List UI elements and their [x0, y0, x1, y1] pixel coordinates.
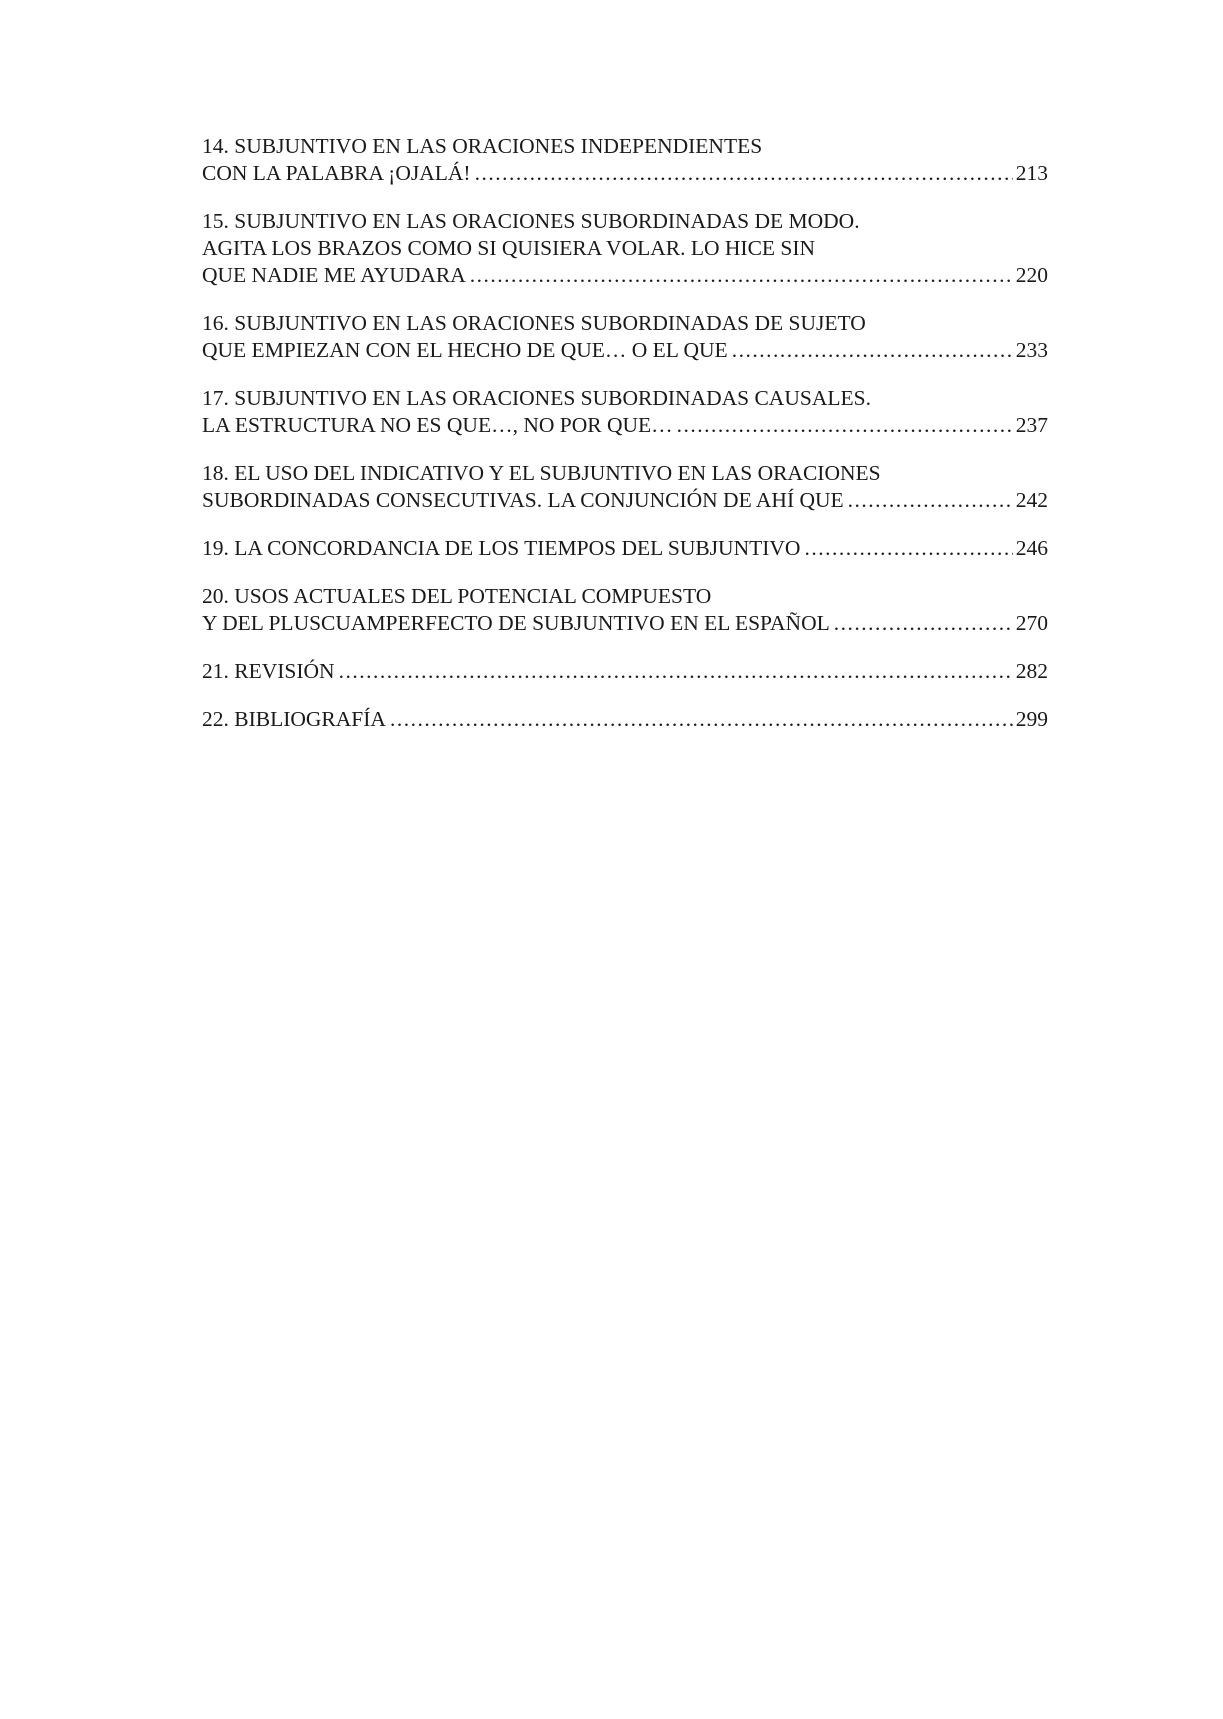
- toc-entry-title-line: 17. SUBJUNTIVO EN LAS ORACIONES SUBORDINADAS CAUSALES.: [202, 386, 871, 410]
- dot-leader: [470, 262, 1013, 289]
- toc-entry-20[interactable]: [202, 583, 1048, 637]
- toc-page-number: 282: [1015, 659, 1048, 683]
- toc-entry-22[interactable]: [202, 706, 1048, 733]
- dot-leader: [848, 487, 1013, 514]
- toc-entry-21[interactable]: [202, 658, 1048, 685]
- toc-page-number: 242: [1015, 488, 1048, 512]
- toc-entry-last-line: [202, 658, 1048, 685]
- toc-entry-title-line: CON LA PALABRA ¡OJALÁ!: [202, 161, 471, 185]
- toc-entry-last-line: [202, 160, 1048, 187]
- toc-entry-last-line: [202, 706, 1048, 733]
- toc-entry-title-line: 19. LA CONCORDANCIA DE LOS TIEMPOS DEL SUBJUNTIVO: [202, 536, 801, 560]
- toc-entry-title-line: Y DEL PLUSCUAMPERFECTO DE SUBJUNTIVO EN EL ESPAÑOL: [202, 611, 830, 635]
- toc-entry-title-line: 20. USOS ACTUALES DEL POTENCIAL COMPUESTO: [202, 584, 712, 608]
- toc-page-number: 270: [1015, 611, 1048, 635]
- toc-page-number: 299: [1015, 707, 1048, 731]
- toc-entry-title-line: SUBORDINADAS CONSECUTIVAS. LA CONJUNCIÓN DE AHÍ QUE: [202, 488, 844, 512]
- toc-entry-last-line: [202, 610, 1048, 637]
- toc-page-number: 233: [1015, 338, 1048, 362]
- toc-entry-title-line: AGITA LOS BRAZOS COMO SI QUISIERA VOLAR. LO HICE SIN: [202, 236, 816, 260]
- toc-entry-title-line: 21. REVISIÓN: [202, 659, 335, 683]
- toc-entry-last-line: [202, 337, 1048, 364]
- toc-entry-title-line: LA ESTRUCTURA NO ES QUE…, NO POR QUE…: [202, 413, 673, 437]
- toc-entry-18[interactable]: [202, 460, 1048, 514]
- toc-entry-title-line: 15. SUBJUNTIVO EN LAS ORACIONES SUBORDINADAS DE MODO.: [202, 209, 860, 233]
- dot-leader: [677, 412, 1013, 439]
- table-of-contents: [202, 133, 1048, 754]
- dot-leader: [339, 658, 1013, 685]
- toc-entry-last-line: [202, 262, 1048, 289]
- toc-page-number: 220: [1015, 263, 1048, 287]
- dot-leader: [804, 535, 1012, 562]
- toc-entry-title-line: QUE EMPIEZAN CON EL HECHO DE QUE… O EL QUE: [202, 338, 728, 362]
- dot-leader: [732, 337, 1013, 364]
- toc-entry-title-line: 22. BIBLIOGRAFÍA: [202, 707, 386, 731]
- toc-entry-title-line: 16. SUBJUNTIVO EN LAS ORACIONES SUBORDINADAS DE SUJETO: [202, 311, 866, 335]
- toc-entry-last-line: [202, 535, 1048, 562]
- toc-entry-last-line: [202, 412, 1048, 439]
- dot-leader: [475, 160, 1013, 187]
- toc-entry-title-line: QUE NADIE ME AYUDARA: [202, 263, 466, 287]
- dot-leader: [834, 610, 1013, 637]
- toc-entry-19[interactable]: [202, 535, 1048, 562]
- toc-entry-title-line: 14. SUBJUNTIVO EN LAS ORACIONES INDEPENDIENTES: [202, 134, 763, 158]
- toc-entry-title-line: 18. EL USO DEL INDICATIVO Y EL SUBJUNTIVO EN LAS ORACIONES: [202, 461, 881, 485]
- toc-entry-15[interactable]: [202, 208, 1048, 289]
- dot-leader: [390, 706, 1013, 733]
- toc-page-number: 213: [1015, 161, 1048, 185]
- toc-entry-14[interactable]: [202, 133, 1048, 187]
- toc-entry-last-line: [202, 487, 1048, 514]
- toc-page-number: 237: [1015, 413, 1048, 437]
- toc-entry-16[interactable]: [202, 310, 1048, 364]
- toc-page-number: 246: [1015, 536, 1048, 560]
- toc-entry-17[interactable]: [202, 385, 1048, 439]
